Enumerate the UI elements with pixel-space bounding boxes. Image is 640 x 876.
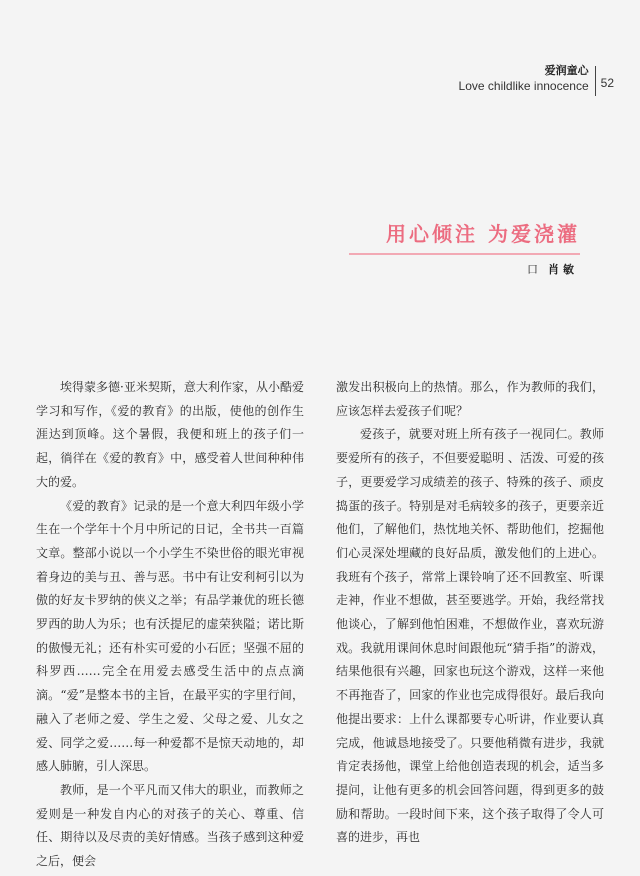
paragraph: 爱孩子，就要对班上所有孩子一视同仁。教师要爱所有的孩子，不但要爱聪明 、活泼、可爱的孩子，更要爱学习成绩差的孩子、特殊的孩子、顽皮捣蛋的孩子。特别是对毛病较多的孩子，更要亲近他们，了解他们，热忱地关怀、帮助他们，挖掘他们心灵深处埋藏的良好品质，激发他们的上进心。我班有个孩子，常常上课铃响了还不回教室、听课走神，作业不想做，甚至要逃学。开始，我经常找他谈心，了解到他怕困难，不想做作业，喜欢玩游戏。我就用课间休息时间跟他玩“猜手指”的游戏，结果他很有兴趣，回家也玩这个游戏，这样一来他不再拖沓了，回家的作业也完成得很好。最后我向他提出要求：上什么课都要专心听讲，作业要认真完成，他诚恳地接受了。只要他稍微有进步，我就肯定表扬他，课堂上给他创造表现的机会，适当多提问，让他有更多的机会回答问题，得到更多的鼓励和帮助。一段时间下来，这个孩子取得了令人可喜的进步，再也 [336,427,604,845]
paragraph: 《爱的教育》记录的是一个意大利四年级小学生在一个学年十个月中所记的日记，全书共一百篇文章。整部小说以一个小学生不染世俗的眼光审视着身边的美与丑、善与恶。书中有让安利柯引以为傲的好友卡罗纳的侠义之举；有品学兼优的班长德罗西的助人为乐；也有沃提尼的虚荣狭隘；诺比斯的傲慢无礼；还有朴实可爱的小石匠；坚强不屈的科罗西……完全在用爱去感受生活中的点点滴滴。“爱”是整本书的主旨，在最平实的字里行间，融入了老师之爱、学生之爱、父母之爱、儿女之爱、同学之爱……每一种爱都不是惊天动地的，却感人肺腑，引人深思。 [36,498,304,774]
page-number: 52 [600,76,614,90]
body-column-left [36,376,304,874]
article-title: 用心倾注 为爱浇灌 [386,222,580,246]
byline [527,261,578,277]
header-divider [595,66,596,96]
body-column-right [336,376,604,850]
section-title: 爱润童心 [544,64,589,77]
header-text-block [459,64,589,94]
section-subtitle: Love childlike innocence [458,79,589,93]
paragraph-continuation: 激发出积极向上的热情。那么，作为教师的我们，应该怎样去爱孩子们呢？ [336,380,604,418]
byline-mark: 口 [527,263,538,276]
paragraph: 教师，是一个平凡而又伟大的职业，而教师之爱则是一种发自内心的对孩子的关心、尊重、信任、期待以及尽责的美好情感。当孩子感到这种爱之后，便会 [36,782,304,869]
paragraph: 埃得蒙多德·亚米契斯，意大利作家，从小酷爱学习和写作，《爱的教育》的出版，使他的创作生涯达到顶峰。这个暑假，我便和班上的孩子们一起，徜徉在《爱的教育》中，感受着人世间种种伟大的爱。 [36,380,304,489]
title-underline [349,253,580,255]
author-name: 肖敏 [548,263,578,276]
running-header [459,64,614,96]
